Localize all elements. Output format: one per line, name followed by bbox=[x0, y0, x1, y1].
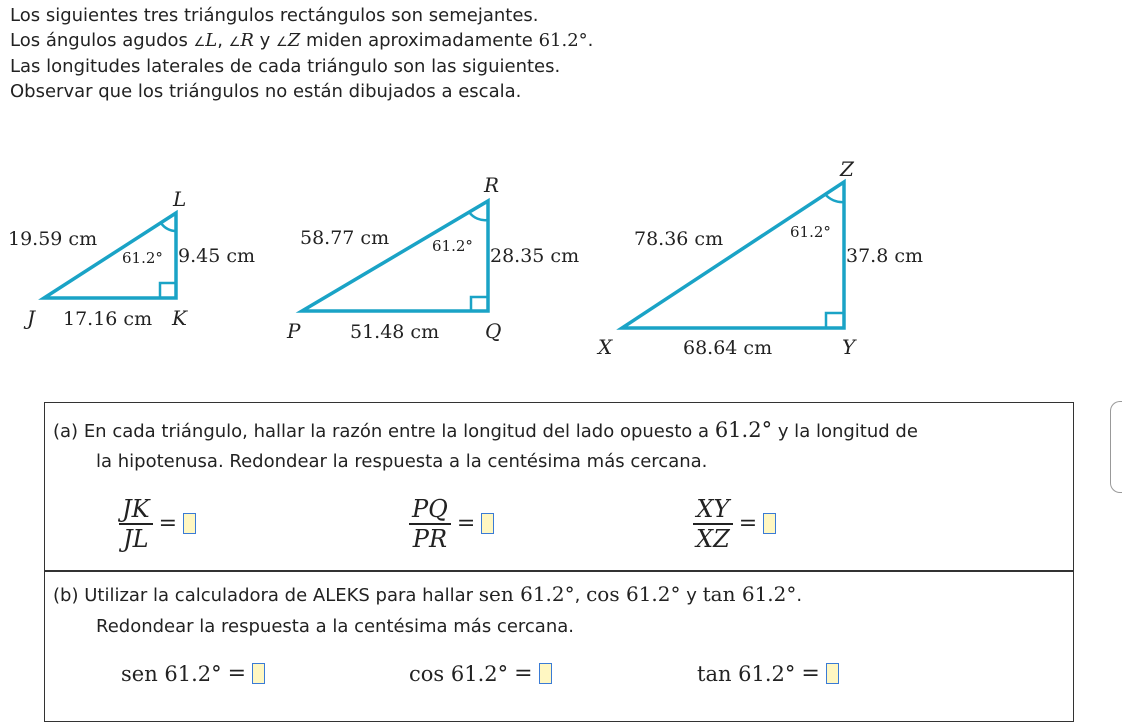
vertex-Q: Q bbox=[485, 319, 502, 343]
answer-input-tan[interactable] bbox=[826, 663, 839, 684]
side-XZ-length: 78.36 cm bbox=[634, 228, 724, 250]
cosine-label: cos 61.2° bbox=[409, 661, 509, 686]
fraction-denominator: JL bbox=[123, 524, 149, 553]
part-b-line-2: Redondear la respuesta a la centésima más cercana. bbox=[96, 616, 574, 637]
angle-Z: Z bbox=[287, 29, 301, 51]
equals-sign: = bbox=[456, 511, 476, 537]
section-divider bbox=[45, 570, 1073, 572]
fraction-PQ-over-PR bbox=[409, 495, 451, 553]
side-JK-length: 17.16 cm bbox=[63, 308, 153, 330]
part-a-label: (a) bbox=[53, 421, 79, 442]
part-a-line-1 bbox=[53, 417, 918, 445]
fraction-denominator: PR bbox=[412, 524, 448, 553]
answer-input-JK-JL[interactable] bbox=[183, 513, 196, 534]
answer-input-cos[interactable] bbox=[539, 663, 552, 684]
sine-label: sen 61.2° bbox=[121, 661, 222, 686]
sine-row bbox=[121, 661, 265, 686]
intro-line-4: Observar que los triángulos no están dibujados a escala. bbox=[10, 80, 522, 102]
angle-symbol: ∠ bbox=[193, 34, 206, 50]
side-PQ-length: 51.48 cm bbox=[350, 321, 440, 343]
equals-sign: = bbox=[158, 511, 177, 537]
equals-sign: = bbox=[227, 661, 247, 686]
vertex-X: X bbox=[598, 335, 613, 359]
ratio-XY-XZ bbox=[693, 495, 776, 553]
tangent-label: tan 61.2° bbox=[697, 661, 796, 686]
vertex-P: P bbox=[287, 319, 301, 343]
triangle-XYZ bbox=[596, 157, 923, 359]
right-angle-mark bbox=[160, 283, 176, 298]
vertex-K: K bbox=[172, 306, 187, 330]
y-word: y bbox=[259, 29, 271, 51]
part-b-cos: cos 61.2° bbox=[586, 582, 681, 606]
fraction-numerator: JK bbox=[122, 495, 150, 523]
vertex-Z: Z bbox=[840, 157, 854, 181]
fraction-JK-over-JL bbox=[119, 495, 153, 553]
part-b-y: y bbox=[686, 585, 697, 606]
tangent-row bbox=[697, 661, 839, 686]
angle-R-label: 61.2° bbox=[432, 237, 473, 255]
triangle-PQR-shape bbox=[302, 201, 488, 311]
right-angle-mark bbox=[471, 297, 488, 311]
triangle-JKL bbox=[8, 187, 255, 330]
angle-value: 61.2° bbox=[538, 29, 588, 51]
intro-line-2: Los ángulos agudos ∠L, ∠R y ∠Z miden aproximadamente 61.2°. bbox=[10, 29, 594, 51]
angle-arc bbox=[825, 194, 844, 202]
part-a-angle: 61.2° bbox=[714, 418, 773, 442]
equals-sign: = bbox=[738, 511, 758, 537]
ratio-PQ-PR bbox=[409, 495, 494, 553]
triangle-PQR bbox=[286, 173, 579, 343]
fraction-numerator: PQ bbox=[412, 495, 448, 523]
triangle-figures bbox=[0, 150, 1000, 380]
vertex-J: J bbox=[27, 306, 36, 330]
angle-L: L bbox=[205, 29, 218, 51]
ratio-JK-JL bbox=[119, 495, 196, 553]
intro-line-1: Los siguientes tres triángulos rectángulos son semejantes. bbox=[10, 5, 539, 26]
side-YZ-length: 37.8 cm bbox=[846, 245, 924, 267]
right-angle-mark bbox=[826, 313, 844, 328]
part-b-period: . bbox=[796, 585, 803, 606]
vertex-R: R bbox=[484, 173, 500, 197]
angle-Z-label: 61.2° bbox=[790, 223, 831, 241]
intro-line-3: Las longitudes laterales de cada triángulo son las siguientes. bbox=[10, 56, 561, 77]
equals-sign: = bbox=[801, 661, 820, 686]
angle-R: R bbox=[240, 29, 254, 51]
side-JL-length: 19.59 cm bbox=[8, 228, 98, 250]
equals-sign: = bbox=[514, 661, 533, 686]
part-b-label: (b) bbox=[53, 585, 79, 606]
angle-symbol: ∠ bbox=[228, 34, 241, 50]
intro-line-2-pre: Los ángulos agudos bbox=[10, 29, 188, 51]
fraction-XY-over-XZ bbox=[693, 495, 733, 553]
answer-input-PQ-PR[interactable] bbox=[481, 513, 494, 534]
triangle-XYZ-shape bbox=[622, 182, 844, 328]
part-b-comma: , bbox=[574, 585, 581, 606]
answer-input-XY-XZ[interactable] bbox=[763, 513, 776, 534]
part-b-line-1 bbox=[53, 581, 802, 609]
side-KL-length: 9.45 cm bbox=[178, 245, 256, 267]
side-panel-tab[interactable] bbox=[1110, 401, 1122, 493]
problem-intro bbox=[10, 4, 593, 104]
part-b-tan: tan 61.2° bbox=[702, 582, 797, 606]
vertex-Y: Y bbox=[842, 335, 856, 359]
fraction-numerator: XY bbox=[696, 495, 730, 523]
part-b-text-pre: Utilizar la calculadora de ALEKS para hallar bbox=[84, 585, 474, 606]
angle-arc bbox=[469, 212, 488, 220]
intro-line-2-mid: miden aproximadamente bbox=[305, 29, 533, 51]
question-box bbox=[44, 402, 1074, 722]
part-a-text-post: y la longitud de bbox=[777, 421, 918, 442]
part-a-text-pre: En cada triángulo, hallar la razón entre la longitud del lado opuesto a bbox=[83, 421, 710, 442]
side-XY-length: 68.64 cm bbox=[683, 337, 773, 359]
angle-L-label: 61.2° bbox=[122, 249, 163, 267]
cosine-row bbox=[409, 661, 552, 686]
vertex-L: L bbox=[173, 187, 187, 211]
part-b-sen: sen 61.2° bbox=[478, 582, 575, 606]
part-a-line-2: la hipotenusa. Redondear la respuesta a la centésima más cercana. bbox=[96, 451, 708, 472]
fraction-denominator: XZ bbox=[696, 524, 730, 553]
answer-input-sen[interactable] bbox=[252, 663, 265, 684]
angle-symbol: ∠ bbox=[276, 34, 288, 50]
angle-arc bbox=[161, 223, 176, 231]
side-PR-length: 58.77 cm bbox=[300, 227, 390, 249]
side-QR-length: 28.35 cm bbox=[490, 245, 580, 267]
